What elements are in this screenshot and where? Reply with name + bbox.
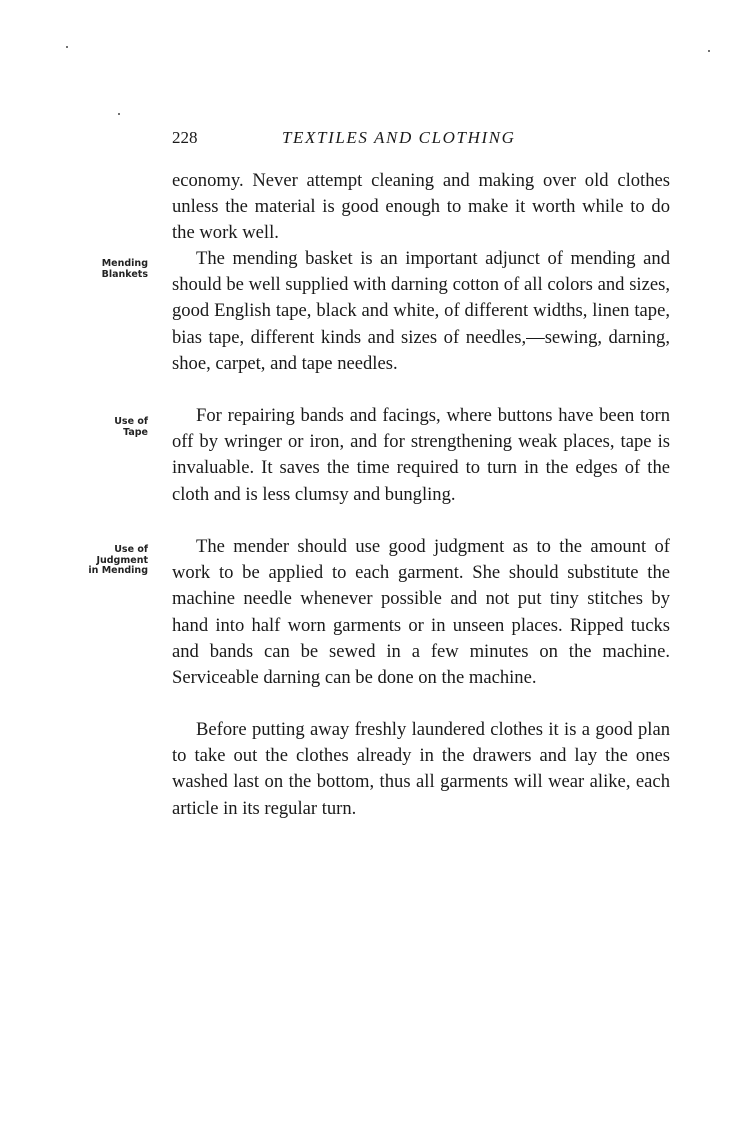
paragraph-5 xyxy=(172,717,670,822)
paragraph-text: The mender should use good judgment as to the amount of work to be applied to each garment. She should substitute the machine needle whenever possible and not put tiny stitches by hand into half worn garments or in unseen places. Ripped tucks and bands can be sewed in a few minutes on the machine. Serviceable darning can be done on the machine. xyxy=(172,536,670,689)
sidenote-line: Blankets xyxy=(101,268,148,280)
paragraph-4 xyxy=(172,534,670,691)
scan-speck xyxy=(708,50,710,52)
sidenote-line: Use of xyxy=(114,416,148,427)
paragraph-2 xyxy=(172,246,670,377)
paragraph-3 xyxy=(172,403,670,508)
running-title: TEXTILES AND CLOTHING xyxy=(282,128,516,147)
paragraph-text: For repairing bands and facings, where buttons have been torn off by wringer or iron, and for strengthening weak places, tape is invaluable. It saves the time required to turn in the edges of the cloth and is less clumsy and bungling. xyxy=(172,405,670,505)
sidenote-mending-blankets xyxy=(58,259,148,280)
sidenote-use-of-tape xyxy=(58,417,148,438)
page-number: 228 xyxy=(172,128,198,147)
paragraph-1 xyxy=(172,168,670,247)
sidenote-line: Judgment xyxy=(96,554,148,566)
paragraph-text: economy. Never attempt cleaning and making over old clothes unless the material is good enough to make it worth while to do the work well. xyxy=(172,170,670,244)
sidenote-line: Tape xyxy=(123,426,148,438)
scan-speck xyxy=(118,113,120,115)
page-header xyxy=(172,128,672,154)
paragraph-text: Before putting away freshly laundered clothes it is a good plan to take out the clothes already in the drawers and lay the ones washed last on the bottom, thus all garments will wear alike, each article in its regular turn. xyxy=(172,719,670,819)
sidenote-line: Mending xyxy=(101,258,148,269)
sidenote-line: Use of xyxy=(114,544,148,555)
paragraph-text: The mending basket is an important adjunct of mending and should be well supplied with darning cotton of all colors and sizes, good English tape, black and white, of different widths, linen tape, bias tape, different kinds and sizes of needles,—sewing, darning, shoe, carpet, and tape needles. xyxy=(172,248,670,374)
scan-speck xyxy=(66,46,68,48)
sidenote-line: in Mending xyxy=(88,565,148,576)
sidenote-use-of-judgment xyxy=(58,545,148,577)
